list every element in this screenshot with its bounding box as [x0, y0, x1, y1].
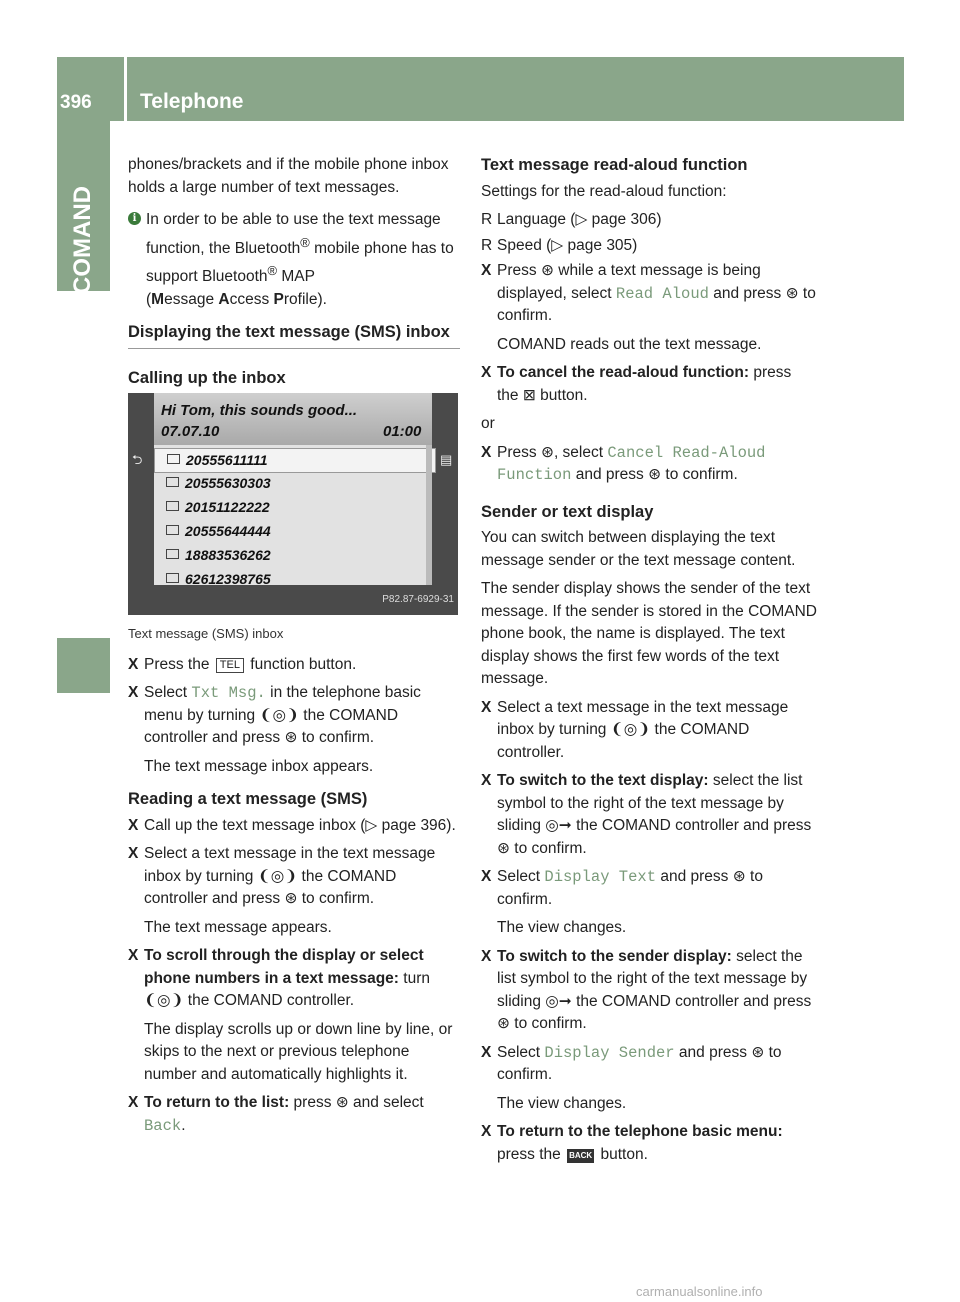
screenshot-code: P82.87-6929-31 [382, 593, 454, 605]
inbox-screenshot [128, 393, 458, 615]
turn-controller-icon: ❨◎❩ [257, 867, 298, 885]
step-note: The text message appears. [144, 918, 332, 936]
envelope-icon [166, 549, 179, 559]
list-item: 20151122222 [166, 496, 270, 519]
slide-controller-icon: ◎➞ [545, 817, 572, 834]
mute-button-icon: ⊠ [522, 386, 536, 404]
step-note: COMAND reads out the text message. [497, 335, 762, 353]
step: X Select a text message in the text message inbox by turning ❨◎❩ the COMAND controller. [481, 698, 789, 761]
step-note: The view changes. [497, 1094, 627, 1112]
subsection-sender: Sender or text display [481, 502, 654, 521]
section-title: Displaying the text message (SMS) inbox [128, 321, 460, 349]
back-key-icon: BACK [567, 1149, 594, 1163]
left-column [128, 154, 460, 1143]
envelope-icon [166, 573, 179, 583]
info-note: i In order to be able to use the text message function, the Bluetooth® mobile phone has to support Bluetooth® MAP (Message Access Profile). [128, 209, 460, 311]
press-controller-icon: ⊛ [284, 729, 298, 747]
envelope-icon [166, 525, 179, 535]
page-ref-icon: ▷ [365, 816, 378, 834]
right-column [481, 154, 817, 1172]
watermark: carmanualsonline.info [636, 1284, 763, 1299]
list-symbol-icon: ▤ [440, 452, 453, 468]
step: X Call up the text message inbox (▷ page 396). [128, 816, 456, 834]
list-item: 20555611111 [154, 448, 436, 473]
press-controller-icon: ⊛ [497, 839, 510, 857]
step: X Select Display Text and press ⊛ to confirm. [481, 868, 763, 908]
back-arrow-icon: ⮌ [132, 452, 143, 468]
step: X To scroll through the display or select phone numbers in a text message: turn ❨◎❩ the COMAND controller. [128, 947, 430, 1010]
screenshot-time: 01:00 [383, 423, 422, 441]
chapter-title: Telephone [140, 90, 244, 113]
step: X Select Display Sender and press ⊛ to confirm. [481, 1043, 782, 1083]
turn-controller-icon: ❨◎❩ [144, 992, 184, 1010]
step: X To return to the telephone basic menu: press the BACK button. [481, 1123, 783, 1163]
step-note: The view changes. [497, 919, 627, 936]
list-item: 20555644444 [166, 520, 271, 543]
step: X Select Txt Msg. in the telephone basic menu by turning ❨◎❩ the COMAND controller and press ⊛ to confirm. [128, 684, 421, 747]
press-controller-icon: ⊛ [335, 1094, 349, 1112]
subsection-readaloud: Text message read-aloud function [481, 156, 748, 174]
step: X Select a text message in the text message inbox by turning ❨◎❩ the COMAND controller and press ⊛ to confirm. [128, 845, 436, 908]
page-ref-icon: ▷ [575, 211, 588, 228]
info-icon: i [128, 212, 141, 225]
list-item: R Language (▷ page 306) [481, 211, 662, 228]
header-separator [124, 57, 127, 121]
step: X To return to the list: press ⊛ and select Back. [128, 1094, 424, 1135]
step: X To switch to the sender display: select the list symbol to the right of the text message by sliding ◎➞ the COMAND controller and press ⊛ to confirm. [481, 947, 812, 1032]
side-tab-label: COMAND [69, 186, 96, 294]
page-number: 396 [60, 92, 92, 113]
side-marker [57, 638, 110, 693]
page-ref-icon: ▷ [551, 236, 564, 254]
press-controller-icon: ⊛ [751, 1043, 765, 1061]
subsection-reading: Reading a text message (SMS) [128, 790, 368, 809]
list-item: 20555630303 [166, 472, 271, 495]
press-controller-icon: ⊛ [540, 262, 554, 279]
envelope-icon [166, 477, 179, 487]
screenshot-scrollbar [426, 445, 432, 585]
tel-key-icon: TEL [216, 658, 244, 673]
step: X Press the TEL function button. [128, 655, 357, 673]
step-note: The display scrolls up or down line by line, or skips to the next or previous telephone number and automatically highlights it. [144, 1020, 453, 1083]
press-controller-icon: ⊛ [785, 284, 799, 302]
step: X To cancel the read-aloud function: press the ⊠ button. [481, 364, 792, 404]
figure-caption: Text message (SMS) inbox [128, 626, 284, 642]
slide-controller-icon: ◎➞ [545, 992, 572, 1010]
intro-text: phones/brackets and if the mobile phone inbox holds a large number of text messages. [128, 156, 449, 196]
press-controller-icon: ⊛ [732, 868, 746, 885]
screenshot-list [154, 445, 432, 588]
sender-paragraph: You can switch between displaying the text message sender or the text message content. [481, 529, 796, 569]
press-controller-icon: ⊛ [540, 443, 554, 461]
or-text: or [481, 415, 495, 432]
envelope-icon [166, 501, 179, 511]
press-controller-icon: ⊛ [648, 466, 662, 483]
press-controller-icon: ⊛ [284, 890, 298, 908]
screenshot-date: 07.07.10 [161, 423, 220, 441]
screenshot-message-title: Hi Tom, this sounds good... [161, 402, 358, 420]
list-item: 18883536262 [166, 544, 271, 567]
list-item: 62612398765 [166, 568, 271, 591]
step: X Press ⊛ while a text message is being displayed, select Read Aloud and press ⊛ to confirm. [481, 262, 816, 324]
step: X Press ⊛, select Cancel Read-Aloud Function and press ⊛ to confirm. [481, 443, 766, 484]
envelope-icon [167, 454, 180, 464]
turn-controller-icon: ❨◎❩ [259, 706, 299, 724]
list-item: R Speed (▷ page 305) [481, 236, 638, 254]
settings-intro: Settings for the read-aloud function: [481, 182, 727, 200]
step-note: The text message inbox appears. [144, 757, 374, 775]
press-controller-icon: ⊛ [497, 1015, 510, 1032]
subsection-calling: Calling up the inbox [128, 368, 286, 387]
turn-controller-icon: ❨◎❩ [610, 721, 651, 738]
step: X To switch to the text display: select the list symbol to the right of the text message by sliding ◎➞ the COMAND controller and press ⊛ to confirm. [481, 772, 812, 857]
sender-paragraph: The sender display shows the sender of the text message. If the sender is stored in the COMAND phone book, the name is displayed. The text display shows the first few words of the text message. [481, 580, 817, 687]
